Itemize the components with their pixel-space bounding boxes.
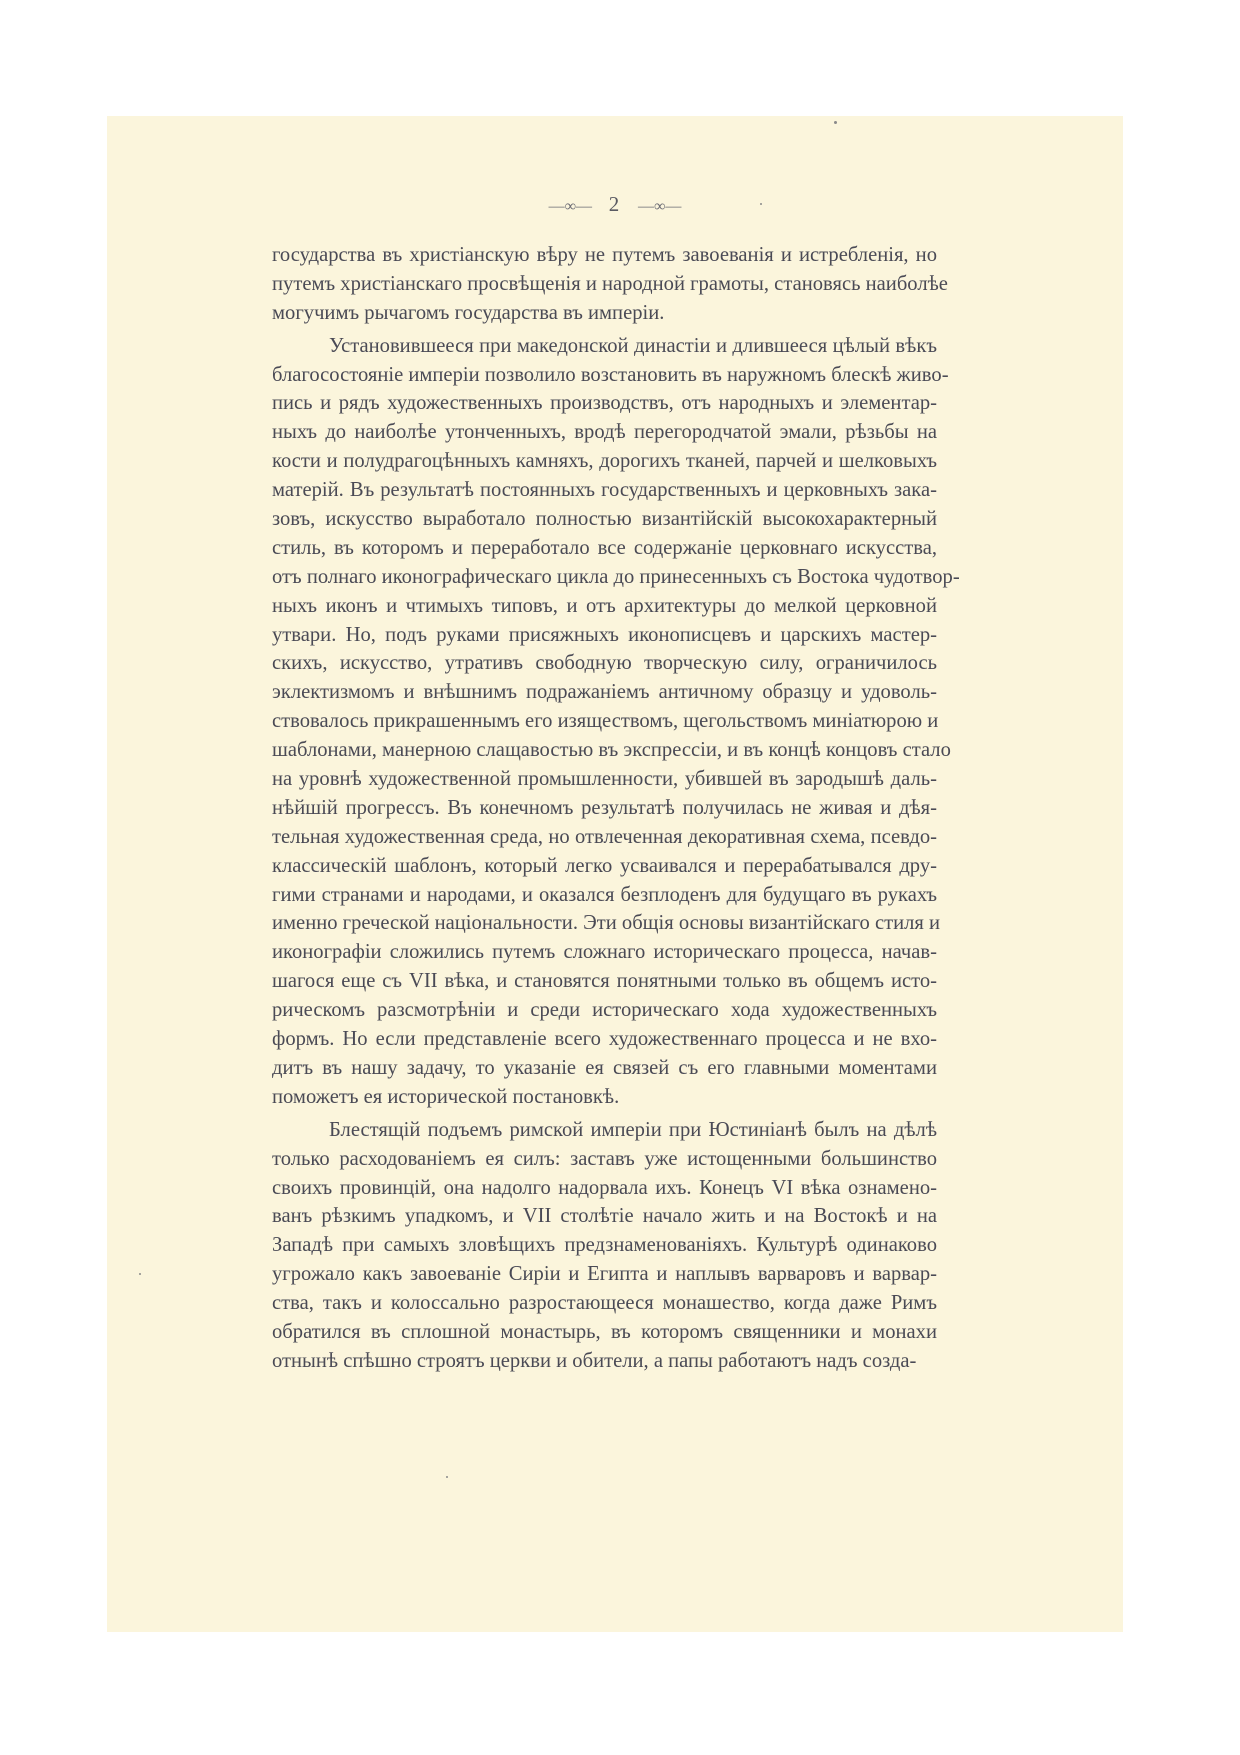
text-line: ныхъ до наиболѣе утонченныхъ, вродѣ перегородчатой эмали, рѣзьбы на [272,421,937,444]
paragraph [272,1116,937,1376]
text-line: кости и полудрагоцѣнныхъ камняхъ, дорогихъ тканей, парчей и шелковыхъ [272,450,937,473]
page-header [107,192,1123,217]
paragraph [272,241,948,328]
text-line: угрожало какъ завоеваніе Сиріи и Египта и наплывъ варваровъ и варвар- [272,1263,937,1286]
text-line: отнынѣ спѣшно строятъ церкви и обители, а папы работаютъ надъ созда- [272,1349,917,1372]
text-line: ныхъ иконъ и чтимыхъ типовъ, и отъ архитектуры до мелкой церковной [272,594,937,617]
text-line: на уровнѣ художественной промышленности, убившей въ зародышѣ даль- [272,768,937,791]
print-speck [139,1273,141,1275]
text-line: классическій шаблонъ, который легко усваивался и перерабатывался дру- [272,854,937,877]
header-ornament-right: —∞— [638,198,682,215]
text-line: Установившееся при македонской династіи и длившееся цѣлый вѣкъ [329,334,937,357]
text-line: Блестящій подъемъ римской имперіи при Юстиніанѣ былъ на дѣлѣ [329,1118,937,1141]
text-line: шаблонами, манерною слащавостью въ экспрессіи, и въ концѣ концовъ стало [272,739,951,762]
text-line: именно греческой національности. Эти общія основы византійскаго стиля и [272,912,941,935]
text-line: благосостояніе имперіи позволило возстановить въ наружномъ блескѣ живо- [272,363,949,386]
text-line: Западѣ при самыхъ зловѣщихъ предзнаменованіяхъ. Культурѣ одинаково [272,1234,937,1257]
text-line: иконографіи сложились путемъ сложнаго историческаго процесса, начав- [272,941,937,964]
text-line: поможетъ ея исторической постановкѣ. [272,1085,620,1108]
header-ornament-left: —∞— [548,198,592,215]
text-line: ства, такъ и колоссально разростающееся монашество, когда даже Римъ [272,1292,937,1315]
text-line: зовъ, искусство выработало полностью византійскій высокохарактерный [272,508,937,531]
text-line: шагося еще съ VII вѣка, и становятся понятными только въ общемъ исто- [272,970,937,993]
text-line: утвари. Но, подъ руками присяжныхъ иконописцевъ и царскихъ мастер- [272,623,937,646]
text-line: путемъ христіанскаго просвѣщенія и народной грамоты, становясь наиболѣе [272,272,948,295]
print-speck [760,203,762,205]
text-line: пись и рядъ художественныхъ производствъ, отъ народныхъ и элементар- [272,392,937,415]
text-line: государства въ христіанскую вѣру не путемъ завоеванія и истребленія, но [272,244,937,266]
book-page [107,116,1123,1632]
body-text [272,241,960,1376]
text-line: тельная художественная среда, но отвлеченная декоративная схема, псевдо- [272,825,937,848]
text-line: скихъ, искусство, утративъ свободную творческую силу, ограничилось [272,652,937,675]
text-line: гими странами и народами, и оказался безплоденъ для будущаго въ рукахъ [272,883,937,906]
text-line: ствовалось прикрашеннымъ его изяществомъ, щегольствомъ миніатюрою и [272,710,939,733]
text-line: могучимъ рычагомъ государства въ имперіи. [272,301,665,324]
text-line: эклектизмомъ и внѣшнимъ подражаніемъ античному образцу и удоволь- [272,681,937,704]
text-line: нѣйшій прогрессъ. Въ конечномъ результатѣ получилась не живая и дѣя- [272,796,937,819]
text-line: отъ полнаго иконографическаго цикла до принесенныхъ съ Востока чудотвор- [272,565,960,588]
text-line: формъ. Но если представленіе всего художественнаго процесса и не вхо- [272,1028,937,1051]
text-line: своихъ провинцій, она надолго надорвала ихъ. Конецъ VI вѣка ознамено- [272,1176,937,1199]
text-line: стиль, въ которомъ и переработало все содержаніе церковнаго искусства, [272,536,937,559]
paragraph [272,332,960,1112]
print-speck [834,121,837,124]
text-line: ванъ рѣзкимъ упадкомъ, и VII столѣтіе начало жить и на Востокѣ и на [272,1205,937,1228]
text-line: обратился въ сплошной монастырь, въ которомъ священники и монахи [272,1320,937,1343]
page-number: 2 [608,192,622,216]
text-line: только расходованіемъ ея силъ: заставъ уже истощенными большинство [272,1147,937,1170]
print-speck [446,1476,448,1478]
text-line: рическомъ разсмотрѣніи и среди историческаго хода художественныхъ [272,999,937,1022]
text-line: дитъ въ нашу задачу, то указаніе ея связей съ его главными моментами [272,1056,937,1079]
text-line: матерій. Въ результатѣ постоянныхъ государственныхъ и церковныхъ зака- [272,479,937,502]
